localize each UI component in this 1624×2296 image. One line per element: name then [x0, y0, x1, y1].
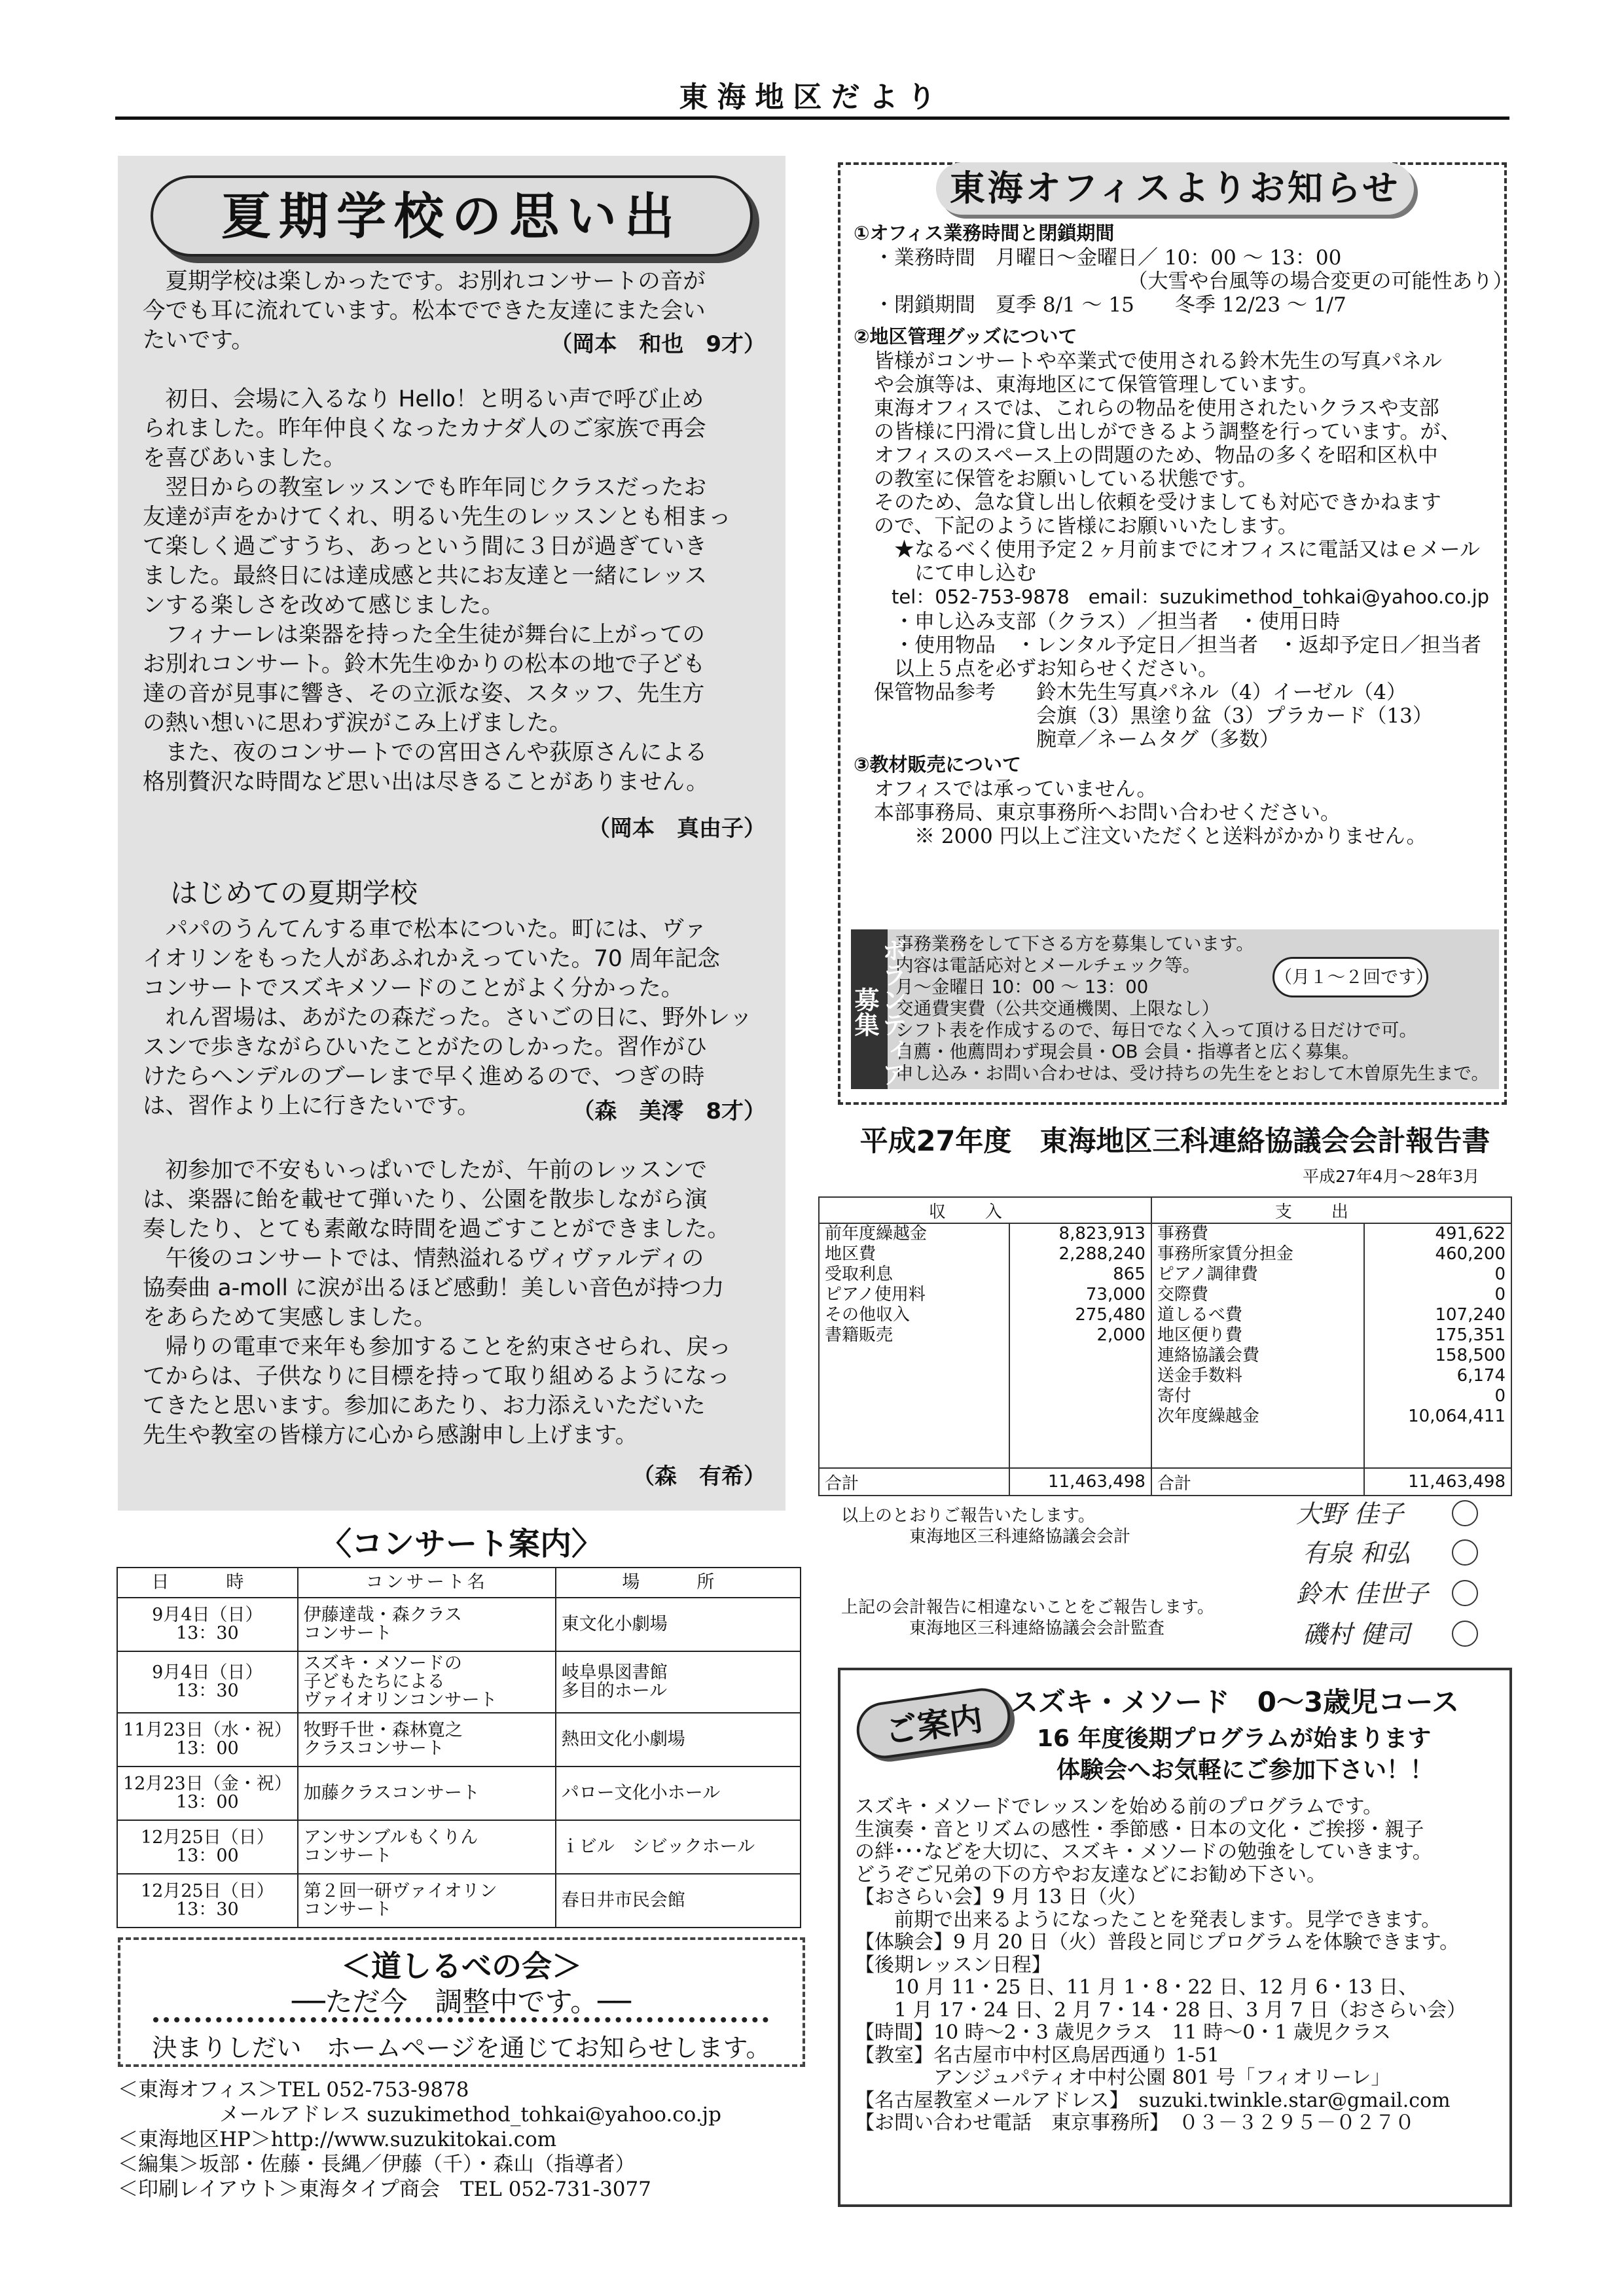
- concert-date: 9月4日（日） 13：30: [117, 1598, 298, 1651]
- essay-1-author: （岡本 和也 9才）: [550, 331, 766, 357]
- report-period: 平成27年4月～28年3月: [1303, 1167, 1480, 1186]
- concert-date: 11月23日（水・祝） 13：00: [117, 1713, 298, 1767]
- michishirube-status: ──ただ今 調整中です。──: [292, 1986, 631, 2018]
- essay-1: 夏期学校は楽しかったです。お別れコンサートの音が 今でも耳に流れています。松本でできた友達にまた会い たいです。: [143, 268, 706, 353]
- concert-date: 12月23日（金・祝） 13：00: [117, 1767, 298, 1820]
- office-section-2-heading: ②地区管理グッズについて: [854, 325, 1077, 348]
- concert-venue: 春日井市民会館: [556, 1874, 801, 1928]
- concert-name: スズキ・メソードの 子どもたちによる ヴァイオリンコンサート: [298, 1651, 556, 1713]
- infant-course-sub2: 体験会へお気軽にご参加下さい！！: [1056, 1757, 1434, 1784]
- seal-stamp-icon: [1452, 1621, 1478, 1647]
- seal-stamp-icon: [1452, 1539, 1478, 1566]
- audit-note: 上記の会計報告に相違ないことをご報告します。 東海地区三科連絡協議会会計監査: [841, 1598, 1214, 1638]
- office-notice-title: 東海オフィスよりお知らせ: [936, 162, 1414, 215]
- concert-venue: 東文化小劇場: [556, 1598, 801, 1651]
- seal-stamp-icon: [1452, 1580, 1478, 1606]
- essay-3: パパのうんてんする車で松本についた。町には、ヴァ イオリンをもった人があふれかえっていた。70 周年記念 コンサートでスズキメソードのことがよく分かった。 れん習場は、あがたの森だった。さいごの日に、野外レッ スンで歩きながらひいたことがたのしかった。習作がひ けたらヘンデルのブーレまで早く進めるので、つぎの時 は、習作より上に行きたいです。: [143, 916, 753, 1119]
- header-rule: [115, 117, 1509, 120]
- infant-course-title: スズキ・メソード 0～3歳児コース: [1011, 1686, 1460, 1718]
- summer-school-title: 夏期学校の思い出: [151, 175, 753, 257]
- office-section-1-heading: ①オフィス業務時間と閉鎖期間: [854, 222, 1115, 244]
- concert-table: [117, 1567, 801, 1928]
- signature-1: 大野 佳子: [1296, 1499, 1404, 1528]
- essay-2: 初日、会場に入るなり Hello！と明るい声で呼び止め られました。昨年仲良くなったカナダ人のご家族で再会 を喜びあいました。 翌日からの教室レッスンでも昨年同じクラスだったお 友達が声をかけてくれ、明るい先生のレッスンとも相まっ て楽しく過ごすうち、あっという間に３日が過ぎていき ました。最終日には達成感と共にお友達と一緒にレッス ンする楽しさを改めて感じました。 フィナーレは楽器を持った全生徒が舞台に上がっての お別れコンサート。鈴木先生ゆかりの松本の地で子ども 達の音が見事に響き、その立派な姿、スタッフ、先生方 の熱い想いに思わず涙がこみ上げました。 また、夜のコンサートでの宮田さんや荻原さんによる 格別贅沢な時間など思い出は尽きることがありません。: [143, 386, 731, 795]
- concert-venue: ｉビル シビックホール: [556, 1820, 801, 1874]
- newsletter-title: 東海地区だより: [679, 81, 945, 114]
- office-section-3-body: オフィスでは承っていません。 本部事務局、東京事務所へお問い合わせください。 ※ 2000 円以上ご注文いただくと送料がかかりません。: [873, 778, 1427, 848]
- footer-office: ＜東海オフィス＞TEL 052-753-9878: [118, 2078, 469, 2102]
- concert-name: アンサンブルもくりん コンサート: [298, 1820, 556, 1874]
- income-items: 前年度繰越金 地区費 受取利息 ピアノ使用料 その他収入 書籍販売: [819, 1223, 1009, 1468]
- report-title: 平成27年度 東海地区三科連絡協議会会計報告書: [859, 1125, 1490, 1158]
- signature-3: 鈴木 佳世子: [1296, 1579, 1429, 1608]
- footer-editors: ＜編集＞坂部・佐藤・長縄／伊藤（千）・森山（指導者）: [118, 2153, 636, 2176]
- accounting-table: [818, 1196, 1512, 1496]
- expense-total-label: 合計: [1151, 1468, 1364, 1496]
- footer-homepage: ＜東海地区HP＞http://www.suzukitokai.com: [118, 2128, 557, 2151]
- expense-items: 事務費 事務所家賃分担金 ピアノ調律費 交際費 道しるべ費 地区便り費 連絡協議会費 送金手数料 寄付 次年度繰越金: [1151, 1223, 1364, 1468]
- essay-4-author: （森 有希）: [632, 1463, 766, 1490]
- concert-row: [117, 1598, 801, 1651]
- income-values: 8,823,913 2,288,240 865 73,000 275,480 2,000: [1009, 1223, 1151, 1468]
- summer-school-panel: [118, 156, 785, 1511]
- essay-4: 初参加で不安もいっぱいでしたが、午前のレッスンで は、楽器に飴を載せて弾いたり、公園を散歩しながら演 奏したり、とても素敵な時間を過ごすことができました。 午後のコンサートでは、情熱溢れるヴィヴァルディの 協奏曲 a-moll に涙が出るほど感動！美しい音色が持つ力 をあらためて実感しました。 帰りの電車で来年も参加することを約束させられ、戻っ てからは、子供なりに目標を持って取り組めるようになっ てきたと思います。参加にあたり、お力添えいただいた 先生や教室の皆様方に心から感謝申し上げます。: [143, 1157, 732, 1448]
- concert-row: [117, 1713, 801, 1767]
- concert-name: 加藤クラスコンサート: [298, 1767, 556, 1820]
- concert-row: [117, 1767, 801, 1820]
- office-contact: tel：052-753-9878 email：suzukimethod_tohkai@yahoo.co.jp: [854, 586, 1490, 608]
- office-section-2-body: 皆様がコンサートや卒業式で使用される鈴木先生の写真パネル や会旗等は、東海地区にて保管管理しています。 東海オフィスでは、これらの物品を使用されたいクラスや支部 の皆様に円滑に貸し出しができるよう調整を行っています。が、 オフィスのスペース上の問題のため、物品の多くを昭和区杁中 の教室に保管をお願いしている状態です。 そのため、急な貸し出し依頼を受けましても対応できかねます ので、下記のように皆様にお願いいたします。 ★なるべく使用予定２ヶ月前までにオフィスに電話又はｅメール にて申し込む: [873, 350, 1480, 585]
- essay-3-title: はじめての夏期学校: [170, 877, 418, 909]
- dotted-divider: [153, 2017, 768, 2022]
- essay-3-author: （森 美澪 8才）: [572, 1098, 766, 1124]
- guide-stamp: ご案内: [853, 1685, 1014, 1762]
- concert-date: 12月25日（日） 13：30: [117, 1874, 298, 1928]
- concert-name: 伊藤達哉・森クラス コンサート: [298, 1598, 556, 1651]
- col-concert: コンサート名: [298, 1568, 556, 1598]
- michishirube-box: [118, 1937, 805, 2067]
- concert-date: 9月4日（日） 13：30: [117, 1651, 298, 1713]
- income-total-label: 合計: [819, 1468, 1009, 1496]
- concert-row: [117, 1651, 801, 1713]
- expense-values: 491,622 460,200 0 0 107,240 175,351 158,500 6,174 0 10,064,411: [1364, 1223, 1511, 1468]
- infant-course-sub1: 16 年度後期プログラムが始まります: [1037, 1725, 1432, 1752]
- seal-stamp-icon: [1452, 1500, 1478, 1526]
- concert-date: 12月25日（日） 13：00: [117, 1820, 298, 1874]
- signature-2: 有泉 和弘: [1303, 1539, 1411, 1568]
- concert-venue: 熱田文化小劇場: [556, 1713, 801, 1767]
- col-date: 日 時: [117, 1568, 298, 1598]
- income-header: 収入: [819, 1197, 1151, 1223]
- concert-row: [117, 1820, 801, 1874]
- volunteer-box: [851, 929, 1499, 1089]
- concert-venue: パロー文化小ホール: [556, 1767, 801, 1820]
- concert-name: 牧野千世・森林寛之 クラスコンサート: [298, 1713, 556, 1767]
- expense-header: 支出: [1151, 1197, 1511, 1223]
- office-section-1-body: ・業務時間 月曜日～金曜日／ 10：00 ～ 13：00 （大雪や台風等の場合変更の可能性あり） ・閉鎖期間 夏季 8/1 ～ 15 冬季 12/23 ～ 1/7: [873, 246, 1513, 317]
- report-note: 以上のとおりご報告いたします。 東海地区三科連絡協議会会計: [841, 1506, 1131, 1547]
- volunteer-label-text: ボランティア募集: [850, 937, 907, 1086]
- volunteer-label: [850, 929, 907, 1089]
- concert-row: [117, 1874, 801, 1928]
- col-venue: 場 所: [556, 1568, 801, 1598]
- essay-2-author: （岡本 真由子）: [588, 816, 766, 842]
- expense-total: 11,463,498: [1364, 1468, 1511, 1496]
- office-section-2-items: ・申し込み支部（クラス）／担当者 ・使用日時 ・使用物品 ・レンタル予定日／担当者 ・返却予定日／担当者 以上５点を必ずお知らせください。 保管物品参考 鈴木先生写真パネル（4）イーゼル（4） 会旗（3）黒塗り盆（3）プラカード（13） 腕章／ネームタグ（多数）: [873, 610, 1481, 751]
- office-section-3-heading: ③教材販売について: [854, 753, 1021, 776]
- concert-name: 第２回一研ヴァイオリン コンサート: [298, 1874, 556, 1928]
- infant-course-body: スズキ・メソードでレッスンを始める前のプログラムです。 生演奏・音とリズムの感性・季節感・日本の文化・ご挨拶・親子 の絆･･･などを大切に、スズキ・メソードの勉強をしていきます。 どうぞご兄弟の下の方やお友達などにお勧め下さい。 【おさらい会】9 月 13 日（火） 前期で出来るようになったことを発表します。見学できます。 【体験会】9 月 20 日（火）普段と同じプログラムを体験できます。 【後期レッスン日程】 10 月 11・25 日、11 月 1・8・22 日、12 月 6・13 日、 1 月 17・24 日、2 月 7・14・28 日、3 月 7 日（おさらい会） 【時間】10 時～2・3 歳児クラス 11 時～0・1 歳児クラス 【教室】名古屋市中村区鳥居西通り 1-51 アンジュパティオ中村公園 801 号「フィオリーレ」 【名古屋教室メールアドレス】 suzuki.twinkle.star@gmail.com 【お問い合わせ電話 東京事務所】 ０３－３２９５－０２７０: [855, 1795, 1466, 2134]
- income-total: 11,463,498: [1009, 1468, 1151, 1496]
- concert-venue: 岐阜県図書館 多目的ホール: [556, 1651, 801, 1713]
- concert-guide-title: 〈コンサート案内〉: [319, 1526, 603, 1562]
- volunteer-text: 事務業務をして下さる方を募集しています。 内容は電話応対とメールチェック等。 月～金曜日 10：00 ～ 13：00 交通費実費（公共交通機関、上限なし） シフト表を作成するので、毎日でなく入って頂ける日だけで可。 自薦・他薦問わず現会員・OB 会員・指導者と広く募集。 申し込み・お問い合わせは、受け持ちの先生をとおして木曽原先生まで。: [895, 933, 1489, 1084]
- michishirube-note: 決まりしだい ホームページを通じてお知らせします。: [152, 2034, 771, 2062]
- michishirube-title: ＜道しるべの会＞: [341, 1948, 582, 1984]
- footer-printer: ＜印刷レイアウト＞東海タイプ商会 TEL 052-731-3077: [118, 2178, 651, 2201]
- signature-4: 磯村 健司: [1303, 1620, 1411, 1649]
- volunteer-frequency-bubble: （月１～２回です）: [1272, 957, 1428, 997]
- footer-email: メールアドレス suzukimethod_tohkai@yahoo.co.jp: [118, 2103, 722, 2126]
